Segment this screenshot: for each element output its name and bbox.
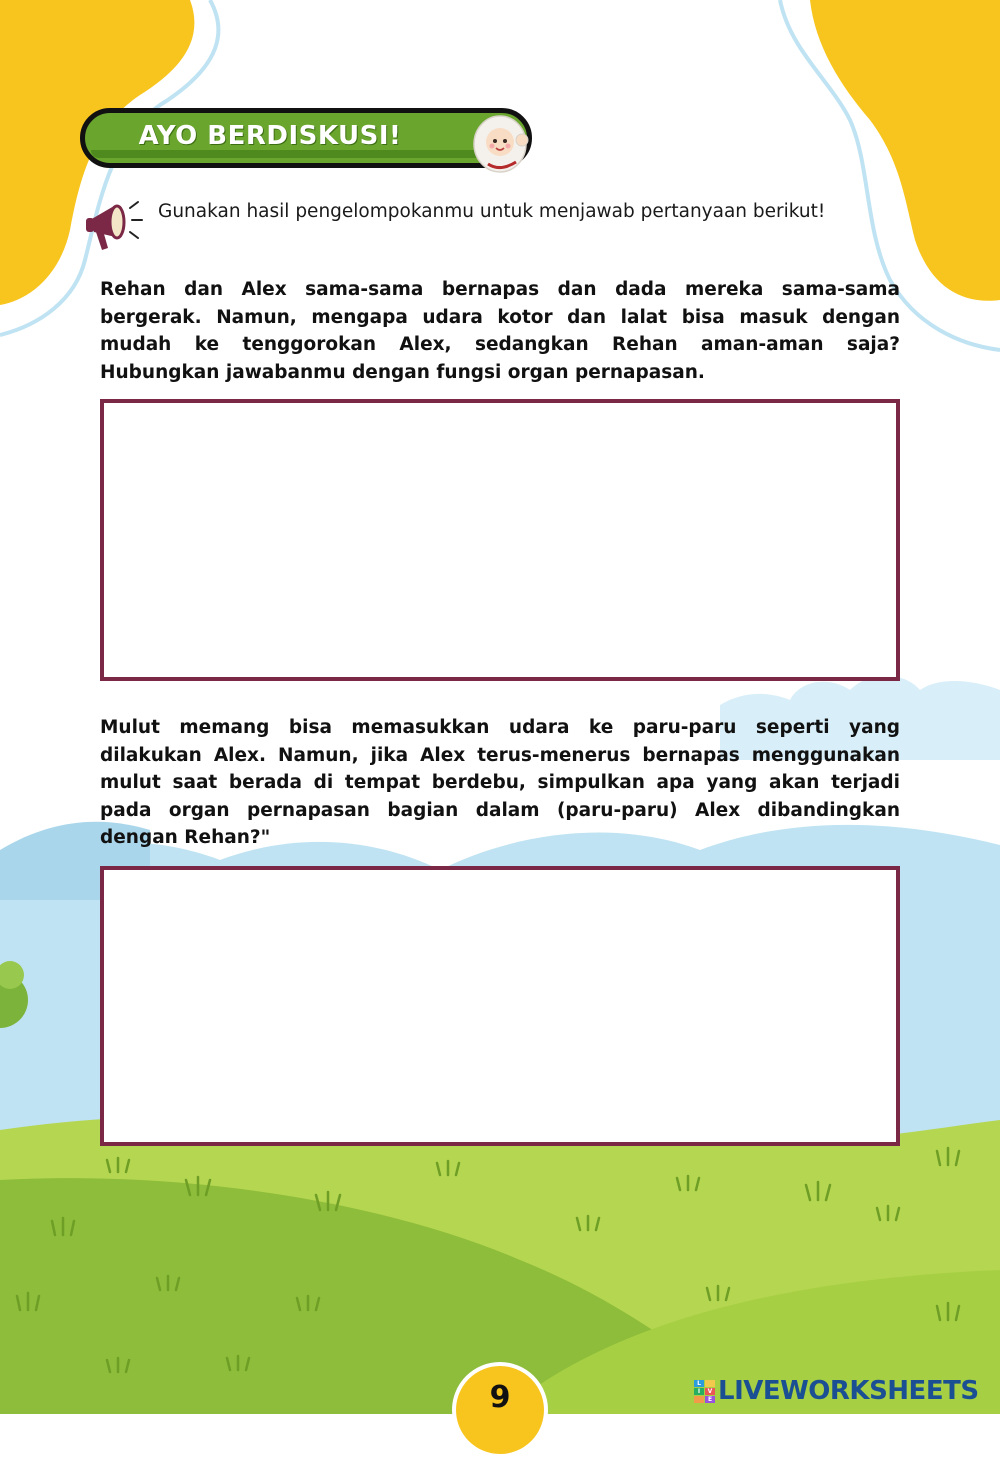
liveworksheets-logo[interactable] (694, 1376, 979, 1406)
instruction-text: Gunakan hasil pengelompokanmu untuk menjawab pertanyaan berikut! (158, 201, 826, 222)
section-title: AYO BERDISKUSI! (138, 121, 402, 151)
answer-box-1[interactable] (100, 399, 900, 681)
liveworksheets-logo-text: LIVEWORKSHEETS (718, 1376, 979, 1406)
girl-mascot-icon (462, 104, 538, 176)
question-1: Rehan dan Alex sama-sama bernapas dan dada mereka sama-sama bergerak. Namun, mengapa udara kotor dan lalat bisa masuk dengan mudah ke tenggorokan Alex, sedangkan Rehan aman-aman saja? Hubungkan jawabanmu dengan fungsi organ pernapasan. (100, 279, 900, 383)
megaphone-icon (84, 194, 148, 256)
answer-box-2[interactable] (100, 866, 900, 1146)
page-number: 9 (489, 1380, 511, 1415)
header-shadow-stripe (91, 150, 521, 158)
question-2: Mulut memang bisa memasukkan udara ke paru-paru seperti yang dilakukan Alex. Namun, jika Alex terus-menerus bernapas menggunakan mulut saat berada di tempat berdebu, simpulkan apa yang akan terjadi pada organ pernapasan bagian dalam (paru-paru) Alex dibandingkan dengan Rehan?" (100, 717, 900, 848)
page-number-badge (452, 1362, 548, 1458)
sun-blob-right (810, 0, 1000, 301)
liveworksheets-logo-icon: L I V E (694, 1380, 714, 1402)
